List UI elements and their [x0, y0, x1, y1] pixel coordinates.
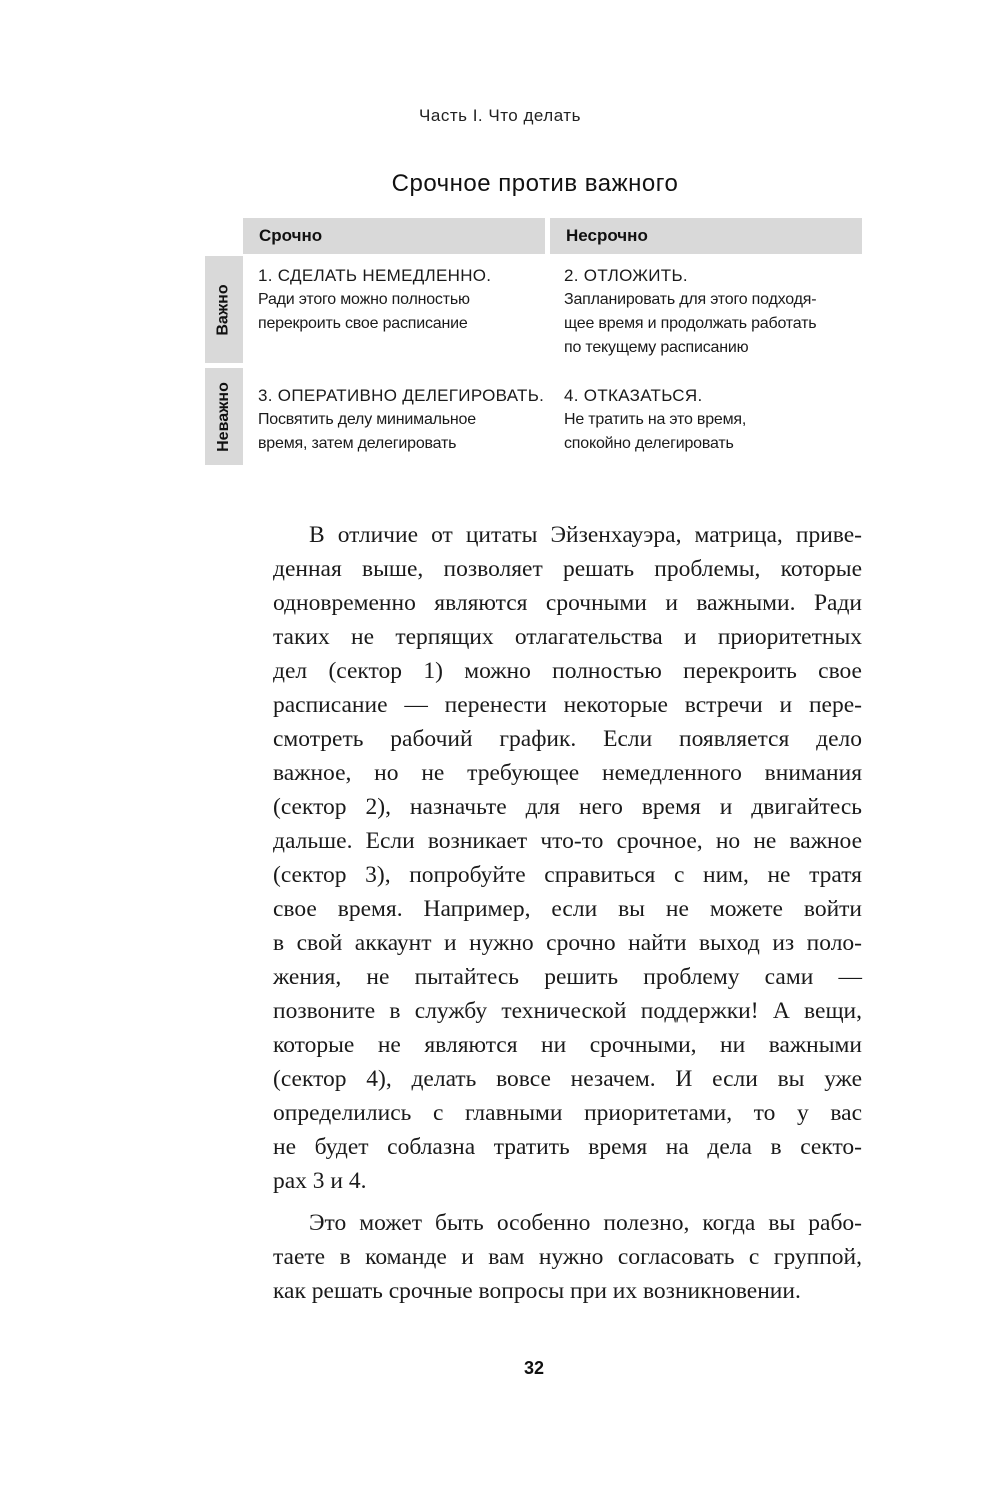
text-line: не будет соблазна тратить время на дела в секто-	[273, 1134, 862, 1160]
text-line: позвоните в службу технической поддержки! А вещи,	[273, 998, 862, 1024]
matrix-cell-2	[564, 264, 864, 360]
text-line: смотреть рабочий график. Если появляется дело	[273, 726, 862, 752]
cell-2-line: по текущему расписанию	[564, 339, 749, 356]
cell-2-title: 2. ОТЛОЖИТЬ.	[564, 266, 688, 285]
text-line: рах 3 и 4.	[273, 1168, 367, 1194]
matrix-title: Срочное против важного	[391, 170, 679, 197]
cell-1-line: Ради этого можно полностью	[258, 291, 470, 308]
column-header-not-urgent: Несрочно	[550, 218, 862, 254]
cell-1-title: 1. СДЕЛАТЬ НЕМЕДЛЕННО.	[258, 266, 492, 285]
text-line: одновременно являются срочными и важными. Ради	[273, 590, 862, 616]
cell-4-title: 4. ОТКАЗАТЬСЯ.	[564, 386, 703, 405]
text-line: в свой аккаунт и нужно срочно найти выход из поло-	[273, 930, 862, 956]
text-line: В отличие от цитаты Эйзенхауэра, матрица, приве-	[309, 522, 862, 548]
paragraph-2	[273, 1206, 862, 1308]
text-line: определились с главными приоритетами, то у вас	[273, 1100, 862, 1126]
cell-3-line: время, затем делегировать	[258, 435, 457, 452]
matrix-cell-3	[258, 384, 548, 456]
cell-3-line: Посвятить делу минимальное	[258, 411, 476, 428]
text-line: таких не терпящих отлагательства и приоритетных	[273, 624, 862, 650]
row-header-unimportant	[205, 368, 243, 465]
row-header-important-label: Важно	[215, 283, 233, 336]
text-line: (сектор 4), делать вовсе незачем. И если вы уже	[273, 1066, 862, 1092]
text-line: расписание — перенести некоторые встречи и пере-	[273, 692, 862, 718]
text-line: (сектор 2), назначьте для него время и двигайтесь	[273, 794, 862, 820]
row-header-important	[205, 256, 243, 363]
text-line: важное, но не требующее немедленного внимания	[273, 760, 862, 786]
cell-3-title: 3. ОПЕРАТИВНО ДЕЛЕГИРОВАТЬ.	[258, 386, 545, 405]
text-line: свое время. Например, если вы не можете войти	[273, 896, 862, 922]
text-line: дальше. Если возникает что-то срочное, но не важное	[273, 828, 862, 854]
paragraph-1	[273, 518, 862, 1198]
cell-2-line: Запланировать для этого подходя-	[564, 291, 817, 308]
running-head: Часть I. Что делать	[419, 106, 581, 125]
row-header-unimportant-label: Неважно	[215, 381, 233, 452]
text-line: денная выше, позволяет решать проблемы, которые	[273, 556, 862, 582]
body-text	[273, 518, 862, 1308]
cell-2-line: щее время и продолжать работать	[564, 315, 817, 332]
matrix-cell-1	[258, 264, 548, 336]
text-line: дел (сектор 1) можно полностью перекроить свое	[273, 658, 862, 684]
cell-1-line: перекроить свое расписание	[258, 315, 468, 332]
cell-4-line: Не тратить на это время,	[564, 411, 747, 428]
text-line: как решать срочные вопросы при их возникновении.	[273, 1278, 801, 1304]
page-number: 32	[523, 1358, 545, 1378]
text-line: (сектор 3), попробуйте справиться с ним, не тратя	[273, 862, 862, 888]
cell-4-line: спокойно делегировать	[564, 435, 734, 452]
column-header-urgent: Срочно	[243, 218, 545, 254]
text-line: Это может быть особенно полезно, когда вы рабо-	[309, 1210, 862, 1236]
text-line: таете в команде и вам нужно согласовать с группой,	[273, 1244, 862, 1270]
matrix-cell-4	[564, 384, 864, 456]
text-line: которые не являются ни срочными, ни важными	[273, 1032, 862, 1058]
text-line: жения, не пытайтесь решить проблему сами —	[273, 964, 862, 990]
